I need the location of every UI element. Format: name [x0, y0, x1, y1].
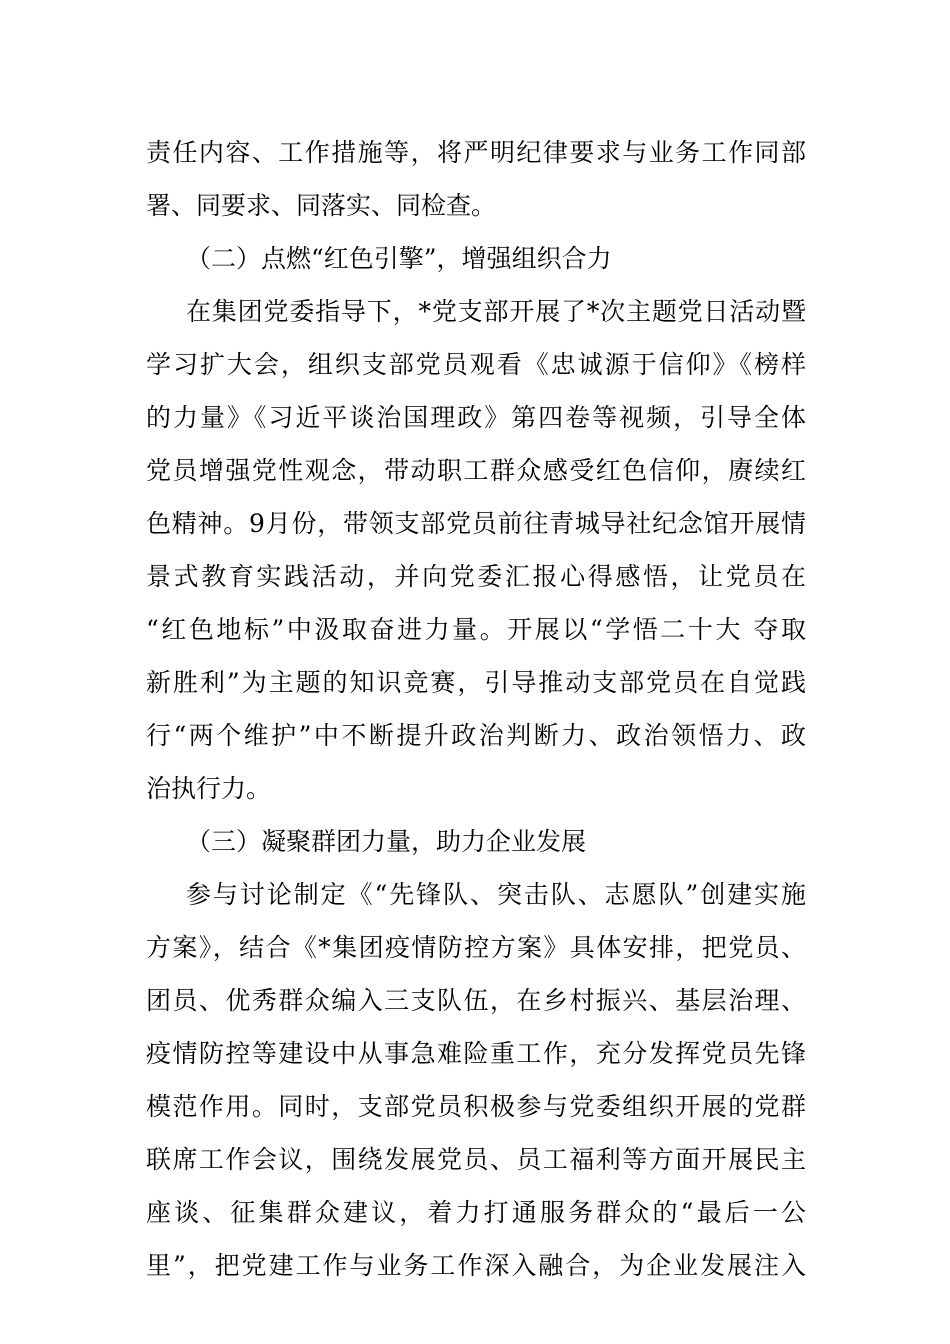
paragraph-3-line-4: 疫情防控等建设中从事急难险重工作，充分发挥党员先锋: [146, 1039, 806, 1068]
paragraph-2-line-2: 学习扩大会，组织支部党员观看《忠诚源于信仰》《榜样: [146, 350, 806, 379]
paragraph-3-line-2: 方案》，结合《*集团疫情防控方案》具体安排，把党员、: [146, 933, 806, 962]
document-body: [146, 126, 806, 1292]
paragraph-2-line-4: 党员增强党性观念，带动职工群众感受红色信仰，赓续红: [146, 456, 806, 485]
paragraph-3-line-5: 模范作用。同时，支部党员积极参与党委组织开展的党群: [146, 1092, 806, 1121]
section-heading-3: （三）凝聚群团力量，助力企业发展: [186, 827, 587, 856]
paragraph-3-line-8: 里”，把党建工作与业务工作深入融合，为企业发展注入: [146, 1251, 806, 1280]
paragraph-3-line-7: 座谈、征集群众建议，着力打通服务群众的“最后一公: [146, 1198, 806, 1227]
paragraph-2-line-1: 在集团党委指导下，*党支部开展了*次主题党日活动暨: [186, 297, 806, 326]
paragraph-2-line-10: 治执行力。: [146, 774, 272, 803]
paragraph-2-line-7: “红色地标”中汲取奋进力量。开展以“学悟二十大 夺取: [146, 615, 806, 644]
paragraph-2-line-5: 色精神。9月份，带领支部党员前往青城导社纪念馆开展情: [146, 509, 806, 538]
paragraph-3-line-1: 参与讨论制定《“先锋队、突击队、志愿队”创建实施: [186, 880, 806, 909]
section-heading-2: （二）点燃“红色引擎”，增强组织合力: [186, 244, 612, 273]
paragraph-1-line-1: 责任内容、工作措施等，将严明纪律要求与业务工作同部: [146, 138, 806, 167]
paragraph-2-line-8: 新胜利”为主题的知识竞赛，引导推动支部党员在自觉践: [146, 668, 806, 697]
paragraph-2-line-9: 行“两个维护”中不断提升政治判断力、政治领悟力、政: [146, 721, 806, 750]
paragraph-2-line-6: 景式教育实践活动，并向党委汇报心得感悟，让党员在: [146, 562, 806, 591]
paragraph-3-line-6: 联席工作会议，围绕发展党员、员工福利等方面开展民主: [146, 1145, 806, 1174]
paragraph-2-line-3: 的力量》《习近平谈治国理政》第四卷等视频，引导全体: [146, 403, 806, 432]
paragraph-1-line-2: 署、同要求、同落实、同检查。: [146, 191, 497, 220]
paragraph-3-line-3: 团员、优秀群众编入三支队伍，在乡村振兴、基层治理、: [146, 986, 806, 1015]
